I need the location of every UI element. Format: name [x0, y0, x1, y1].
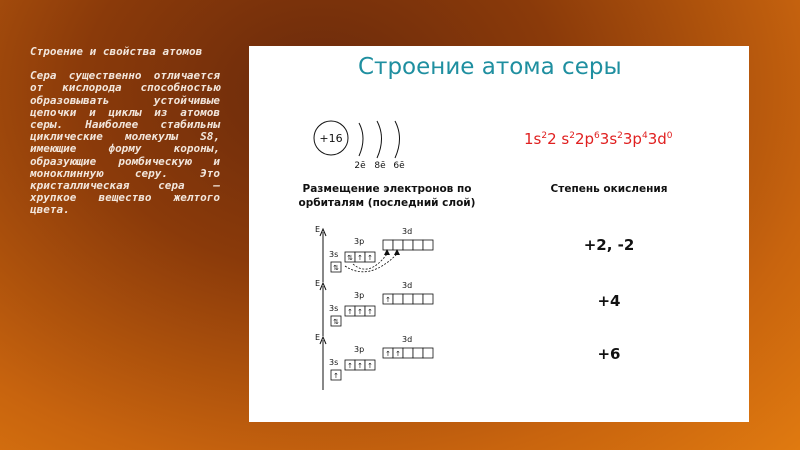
orbital-3d-cell: [403, 348, 413, 358]
orbital-3p-electrons: ↑: [357, 362, 363, 370]
orbital-3p-electrons: ↑: [357, 308, 363, 316]
header-orbital-placement: Размещение электронов по орбиталям (последний слой): [298, 183, 476, 209]
shell-electrons-2: 8ē: [374, 161, 386, 170]
orbital-3p-electrons: ↑: [347, 308, 353, 316]
orbital-3p-electrons: ↑: [347, 362, 353, 370]
shell-electrons-3: 6ē: [393, 161, 405, 170]
electron-configuration: [524, 130, 673, 148]
header-oxidation-state: Степень окисления: [550, 183, 668, 195]
oxidation-state-value: +4: [597, 292, 621, 310]
config-2p: $2p^6$: [574, 130, 600, 148]
shell-electrons-1: 2ē: [354, 161, 366, 170]
orbital-3s-label: 3s: [329, 358, 339, 367]
shell-arc-3: [395, 121, 400, 158]
orbital-3p-label: 3p: [354, 291, 365, 300]
orbital-3d-electrons: ↑: [385, 350, 391, 358]
orbital-3d-cell: [413, 240, 423, 250]
orbital-3d-cell: [403, 240, 413, 250]
orbital-3p-electrons: ⇅: [347, 254, 353, 262]
config-3p: $3p^4$: [622, 130, 648, 148]
orbital-3d-label: 3d: [402, 281, 413, 290]
orbital-3s-electrons: ⇅: [333, 264, 339, 272]
config-3d: $3d^0$: [647, 130, 673, 148]
energy-label: E: [315, 279, 321, 288]
text-paragraph: Сера существенно отличается от кислорода способностью образовывать устойчивые цепочки и циклы из атомов серы. Наиболее стабильны циклические молекулы S8, имеющие форму короны, образующие ромбическую и моноклинную серу. Это кристаллическая сера — хрупкое вещество желтого цвета.: [30, 69, 220, 217]
slide-content: [249, 46, 749, 422]
slide-title: Строение атома серы: [358, 54, 622, 80]
orbital-3d-electrons: ↑: [395, 350, 401, 358]
orbital-3d-cell: [383, 240, 393, 250]
shell-arc-1: [359, 123, 363, 156]
orbital-3d-electrons: ↑: [385, 296, 391, 304]
oxidation-state-value: +6: [597, 345, 621, 363]
oxidation-state-value: +2, -2: [583, 236, 635, 254]
orbital-3d-cell: [413, 348, 423, 358]
shell-arc-2: [377, 121, 382, 158]
orbital-3p-label: 3p: [354, 345, 365, 354]
atom-shell-diagram: [309, 118, 419, 170]
orbital-3s-label: 3s: [329, 250, 339, 259]
orbital-3d-cell: [423, 294, 433, 304]
config-2s: 2 $s^2$: [547, 130, 575, 148]
energy-label: E: [315, 225, 321, 234]
orbital-3p-electrons: ↑: [357, 254, 363, 262]
orbital-3d-label: 3d: [402, 227, 413, 236]
orbital-3s-electrons: ⇅: [333, 318, 339, 326]
energy-label: E: [315, 333, 321, 342]
orbital-3p-label: 3p: [354, 237, 365, 246]
nucleus-charge: +16: [319, 132, 343, 145]
orbital-3d-cell: [413, 294, 423, 304]
orbital-3d-cell: [393, 294, 403, 304]
orbital-3p-electrons: ↑: [367, 362, 373, 370]
orbital-3d-cell: [423, 348, 433, 358]
config-1s: $1s^2$: [524, 130, 548, 148]
config-3s: $3s^2$: [599, 130, 623, 148]
orbital-3d-cell: [423, 240, 433, 250]
text-heading: Строение и свойства атомов: [30, 45, 203, 58]
orbital-diagram-row: [309, 276, 449, 338]
orbital-3d-cell: [393, 240, 403, 250]
slide-text-panel: [30, 46, 220, 229]
orbital-diagram-row: [309, 330, 449, 392]
orbital-3s-label: 3s: [329, 304, 339, 313]
orbital-3d-label: 3d: [402, 335, 413, 344]
orbital-3d-cell: [403, 294, 413, 304]
orbital-diagram-row: [309, 222, 449, 284]
orbital-3s-electrons: ↑: [333, 372, 339, 380]
orbital-3p-electrons: ↑: [367, 308, 373, 316]
orbital-3p-electrons: ↑: [367, 254, 373, 262]
